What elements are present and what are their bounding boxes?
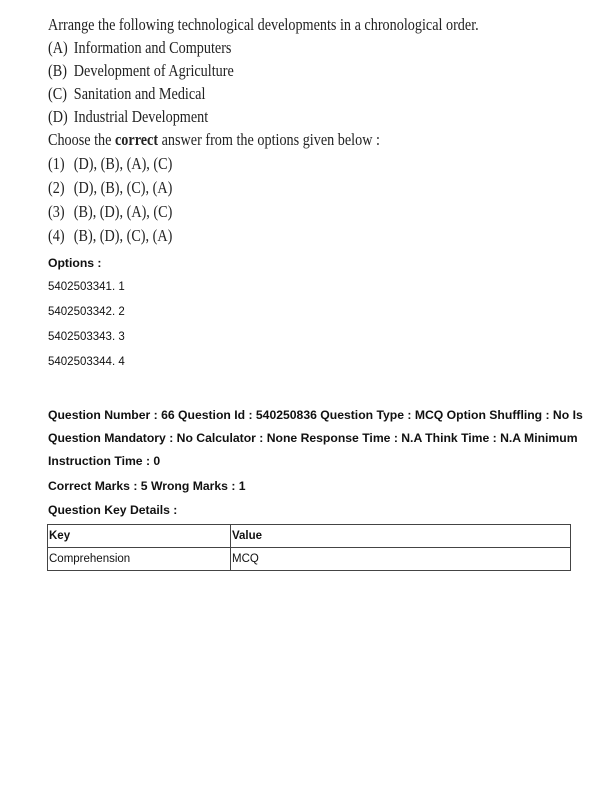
item-label: (A) (48, 38, 68, 57)
choice-label: (4) (48, 226, 65, 245)
marks-info: Correct Marks : 5 Wrong Marks : 1 (48, 479, 246, 493)
question-stem: Arrange the following technological developments in a chronological order. (48, 15, 479, 34)
choice-text: (D), (B), (C), (A) (73, 178, 173, 197)
table-row (48, 548, 571, 571)
item-text: Information and Computers (73, 38, 232, 57)
key-details-table (47, 524, 571, 571)
item-label: (D) (48, 107, 68, 126)
answer-choice (48, 178, 172, 198)
item-label: (B) (48, 61, 67, 80)
choice-label: (3) (48, 202, 65, 221)
options-heading: Options : (48, 256, 102, 270)
header-key: Key (48, 525, 231, 548)
answer-choice (48, 202, 172, 222)
choice-label: (1) (48, 154, 65, 173)
table-header-row (48, 525, 571, 548)
option-id: 5402503343. 3 (48, 331, 125, 343)
question-meta-line1: Question Number : 66 Question Id : 540250836 Question Type : MCQ Option Shuffling : No Is (48, 408, 583, 422)
question-item (48, 107, 208, 127)
question-item (48, 38, 231, 58)
instruction-text: Choose the (48, 130, 116, 149)
header-value: Value (231, 525, 571, 548)
instruction-bold: correct (115, 130, 159, 149)
item-text: Development of Agriculture (73, 61, 234, 80)
question-meta-line3: Instruction Time : 0 (48, 454, 161, 468)
item-text: Industrial Development (73, 107, 209, 126)
instruction-text: answer from the options given below : (158, 130, 380, 149)
question-meta-line2: Question Mandatory : No Calculator : None Response Time : N.A Think Time : N.A Minimum (48, 431, 578, 445)
choice-text: (B), (D), (C), (A) (73, 226, 173, 245)
option-id: 5402503341. 1 (48, 281, 125, 293)
question-instruction (48, 130, 380, 150)
question-item (48, 61, 234, 81)
question-item (48, 84, 205, 104)
answer-choice (48, 226, 172, 246)
cell-key: Comprehension (48, 548, 231, 571)
item-text: Sanitation and Medical (73, 84, 206, 103)
item-label: (C) (48, 84, 67, 103)
option-id: 5402503342. 2 (48, 306, 125, 318)
cell-value: MCQ (231, 548, 571, 571)
choice-text: (D), (B), (A), (C) (73, 154, 173, 173)
answer-choice (48, 154, 172, 174)
option-id: 5402503344. 4 (48, 356, 125, 368)
key-details-heading: Question Key Details : (48, 503, 178, 517)
choice-label: (2) (48, 178, 65, 197)
choice-text: (B), (D), (A), (C) (73, 202, 173, 221)
